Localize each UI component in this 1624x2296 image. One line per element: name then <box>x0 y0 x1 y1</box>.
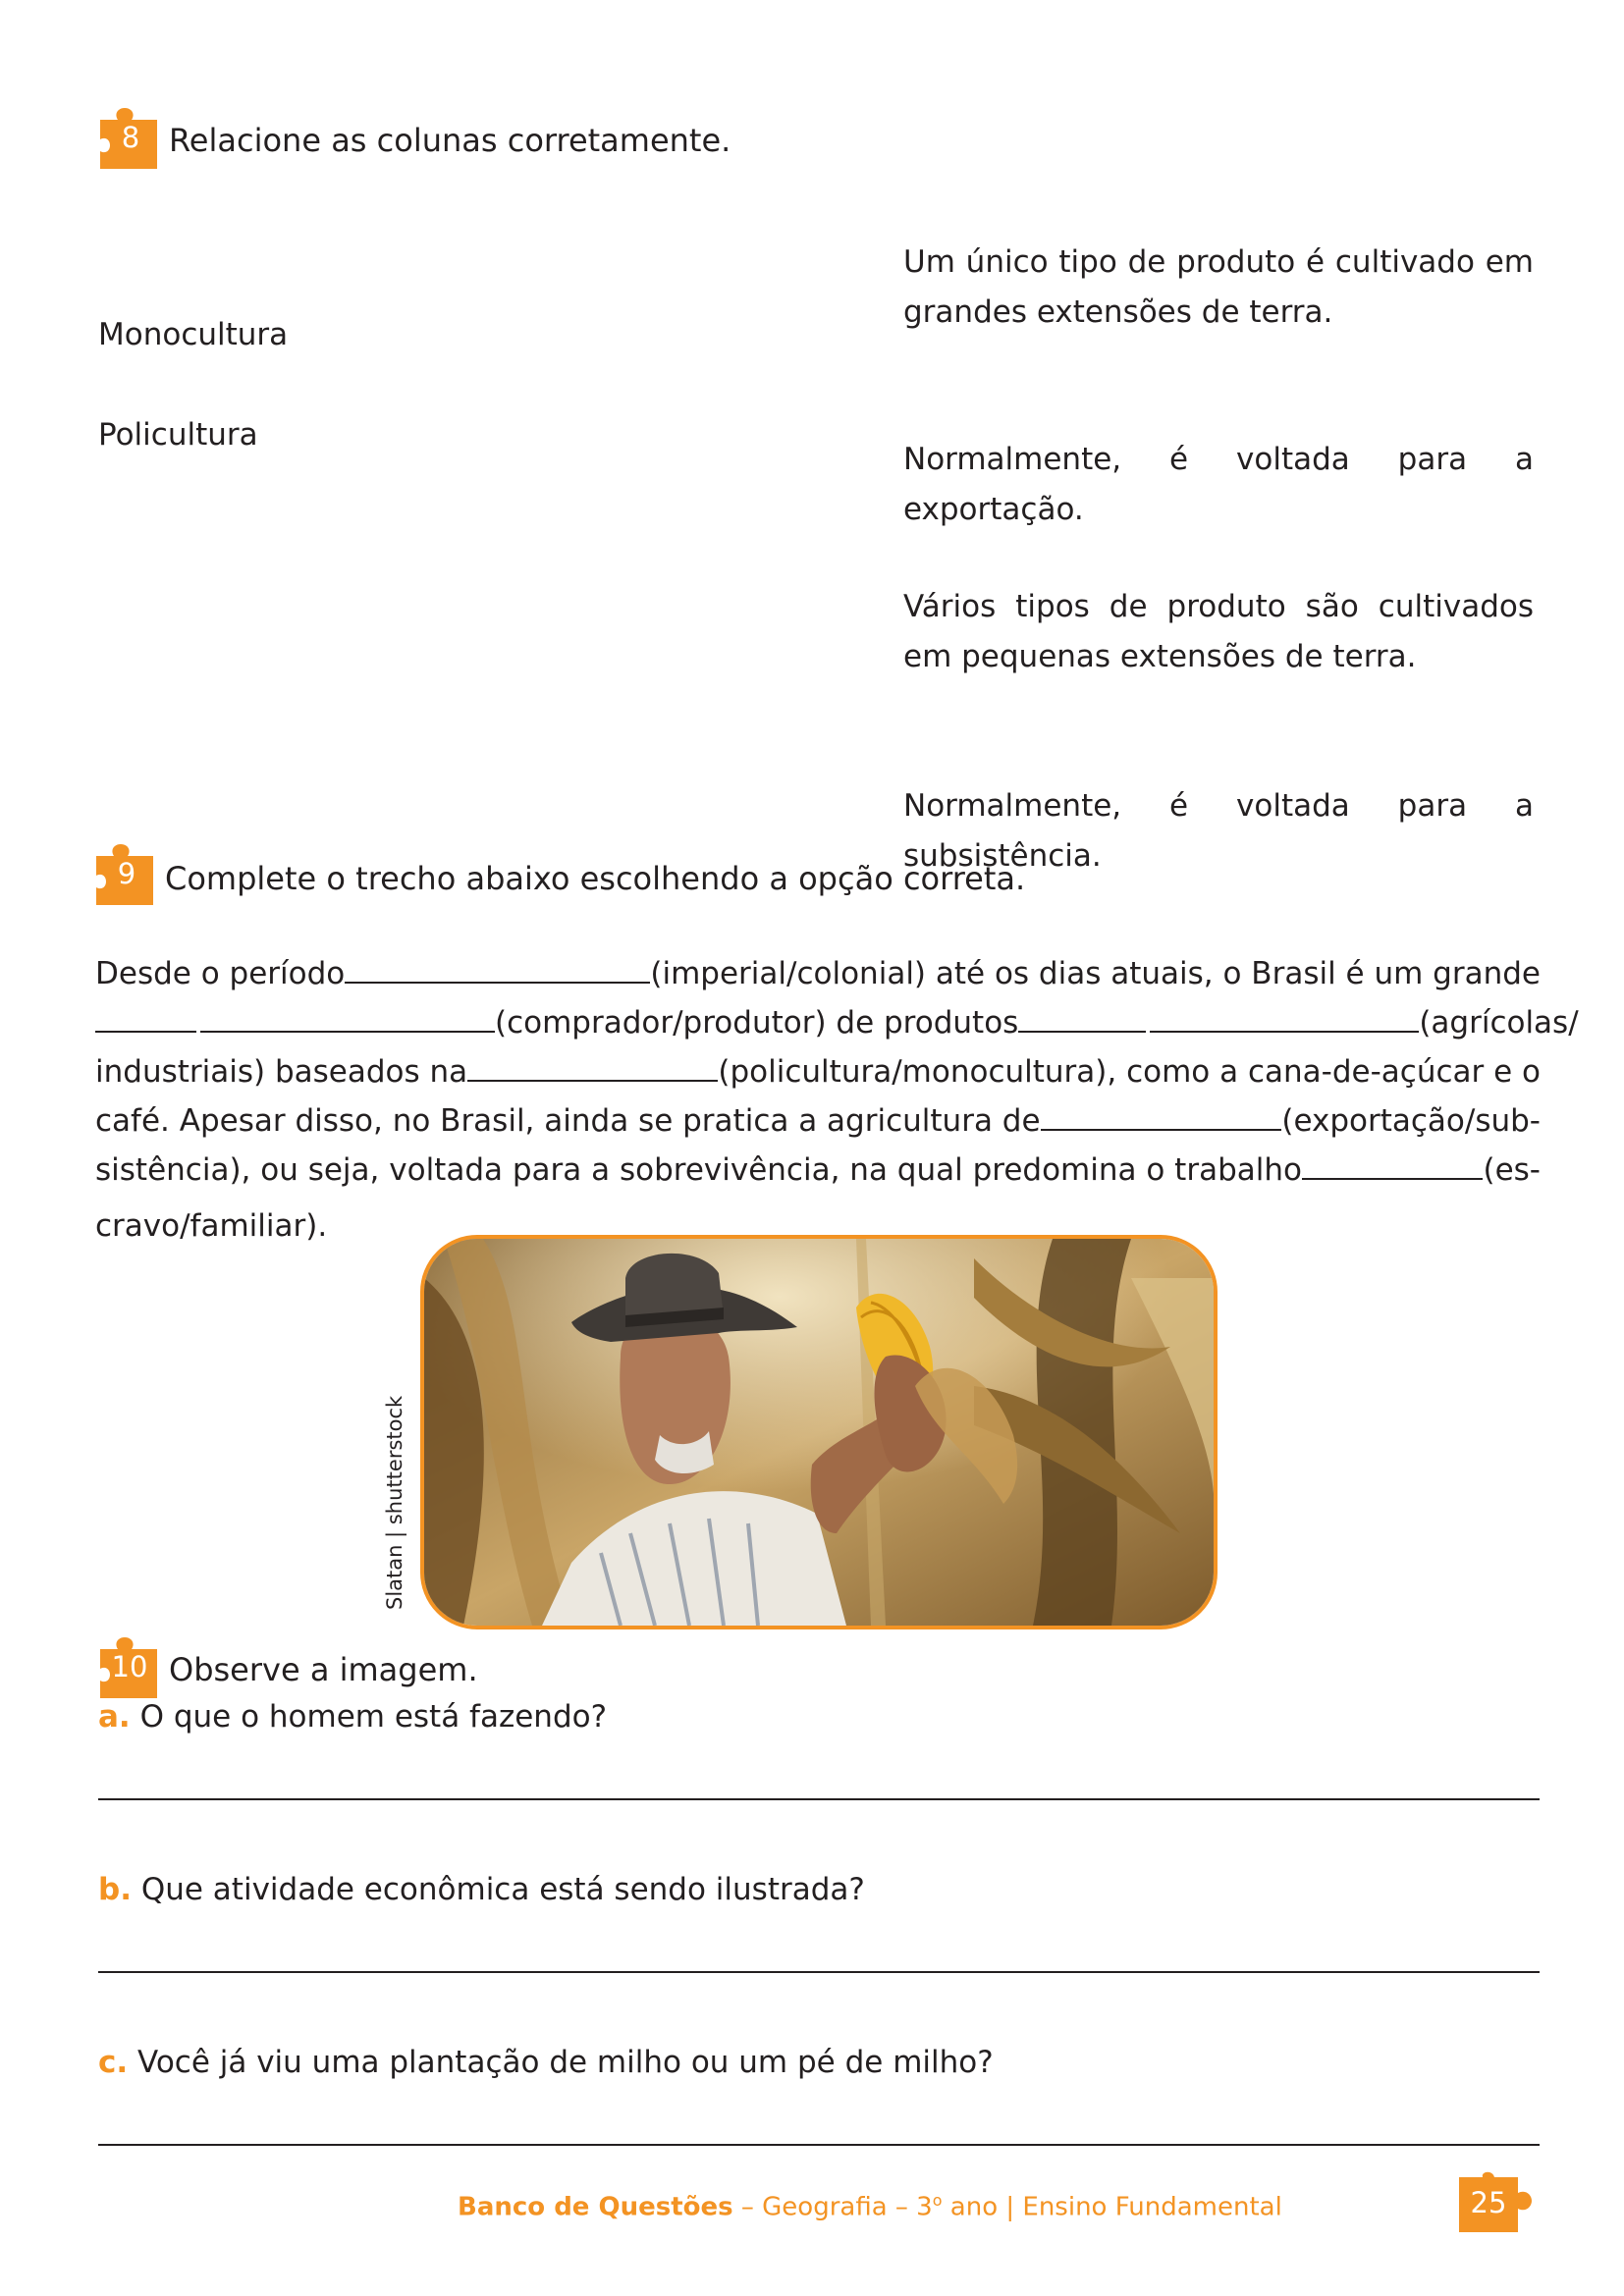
fill-blank-3[interactable] <box>1018 1001 1146 1033</box>
fill-blank-3b[interactable] <box>1150 1001 1419 1033</box>
fill-blank-2[interactable] <box>95 1001 196 1033</box>
sub-question-a <box>98 1692 607 1741</box>
item-letter: b. <box>98 1872 132 1907</box>
fill-text: industriais) baseados na <box>95 1054 468 1090</box>
question-number: 10 <box>111 1650 148 1683</box>
item-text: O que o homem está fazendo? <box>139 1699 608 1735</box>
fill-blank-2b[interactable] <box>200 1001 495 1033</box>
right-item-1: Um único tipo de produto é cultivado em grandes extensões de terra. <box>903 244 1534 330</box>
question-10-badge <box>96 1637 157 1698</box>
fill-line-2 <box>95 1001 1579 1041</box>
item-letter: a. <box>98 1699 131 1735</box>
sub-question-b <box>98 1865 865 1914</box>
fill-text: café. Apesar disso, no Brasil, ainda se pratica a agricultura de <box>95 1103 1041 1139</box>
footer-text <box>458 2191 1282 2222</box>
footer-grade: ano | Ensino Fundamental <box>942 2192 1282 2222</box>
footer-series: Banco de Questões <box>458 2192 733 2222</box>
question-8-badge <box>96 108 157 169</box>
sub-question-c <box>98 2038 994 2087</box>
question-8-title: Relacione as colunas corretamente. <box>169 122 731 159</box>
question-9-badge <box>92 844 153 905</box>
fill-blank-5[interactable] <box>1041 1099 1282 1131</box>
left-item-policultura: Policultura <box>98 417 258 453</box>
farmer-corn-illustration <box>424 1239 1214 1626</box>
fill-text: (exportação/sub- <box>1281 1103 1541 1139</box>
fill-text: (policultura/monocultura), como a cana-de-açúcar e o <box>718 1054 1541 1090</box>
item-letter: c. <box>98 2045 129 2080</box>
fill-text: (agrícolas/ <box>1419 1005 1579 1041</box>
fill-line-3 <box>95 1050 1541 1090</box>
photo-credit: Slatan | shutterstock <box>383 1395 406 1610</box>
fill-blank-1[interactable] <box>345 952 650 984</box>
answer-line-c[interactable] <box>98 2144 1540 2146</box>
fill-text: (comprador/produtor) de produtos <box>495 1005 1019 1041</box>
answer-line-a[interactable] <box>98 1798 1540 1800</box>
answer-line-b[interactable] <box>98 1971 1540 1973</box>
fill-text: (es- <box>1483 1152 1541 1188</box>
footer-ordinal: o <box>932 2191 943 2210</box>
fill-line-4 <box>95 1099 1541 1139</box>
fill-line-1 <box>95 952 1541 991</box>
fill-line-6: cravo/familiar). <box>95 1208 328 1244</box>
question-10-title: Observe a imagem. <box>169 1651 478 1688</box>
right-item-3: Vários tipos de produto são cultivados em pequenas extensões de terra. <box>903 589 1534 674</box>
fill-blank-4[interactable] <box>467 1050 718 1082</box>
question-9-title: Complete o trecho abaixo escolhendo a opção correta. <box>165 860 1026 897</box>
left-item-monocultura: Monocultura <box>98 317 289 352</box>
fill-blank-6[interactable] <box>1302 1148 1484 1180</box>
item-text: Que atividade econômica está sendo ilustrada? <box>140 1872 865 1907</box>
footer-subject: – Geografia – 3 <box>732 2192 933 2222</box>
page-number: 25 <box>1470 2186 1507 2219</box>
fill-line-5 <box>95 1148 1541 1188</box>
right-item-2: Normalmente, é voltada para a exportação. <box>903 442 1534 527</box>
page-number-badge <box>1459 2171 1532 2232</box>
fill-text: Desde o período <box>95 956 346 991</box>
question-number: 8 <box>121 121 140 154</box>
fill-text: sistência), ou seja, voltada para a sobrevivência, na qual predomina o trabalho <box>95 1152 1302 1188</box>
fill-text: (imperial/colonial) até os dias atuais, o Brasil é um grande <box>650 956 1541 991</box>
question-number: 9 <box>117 857 136 890</box>
right-item-4: Normalmente, é voltada para a subsistência. <box>903 788 1534 874</box>
photo-farmer-corn <box>420 1235 1218 1629</box>
item-text: Você já viu uma plantação de milho ou um pé de milho? <box>137 2045 994 2080</box>
